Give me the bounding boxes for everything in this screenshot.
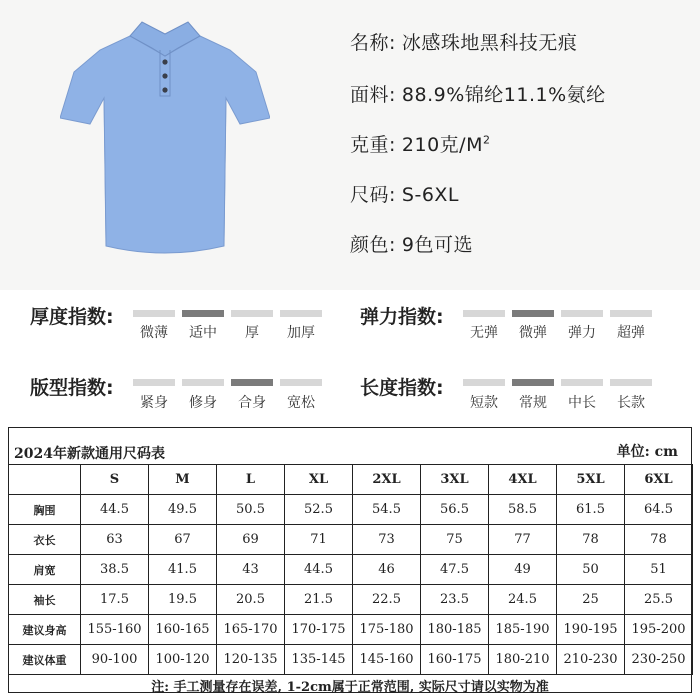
table-cell: 58.5 — [489, 495, 557, 525]
indicator-option-label: 短款 — [470, 395, 498, 411]
table-cell: 69 — [217, 525, 285, 555]
table-cell: 47.5 — [421, 555, 489, 585]
spec-row — [350, 80, 606, 107]
table-cell: 24.5 — [489, 585, 557, 615]
table-cell: 61.5 — [557, 495, 625, 525]
table-cell: 50.5 — [217, 495, 285, 525]
size-chart-title: 2024年新款通用尺码表 — [14, 446, 165, 462]
polo-shirt-image — [60, 14, 270, 260]
table-cell: 64.5 — [625, 495, 693, 525]
indicator-bar-thickness-selected — [182, 310, 224, 317]
indicator-title-elasticity: 弹力指数: — [360, 306, 444, 328]
table-cell: 43 — [217, 555, 285, 585]
row-label: 建议体重 — [9, 645, 81, 675]
table-cell: 120-135 — [217, 645, 285, 675]
table-cell: 44.5 — [285, 555, 353, 585]
table-row — [9, 525, 693, 555]
table-cell: 100-120 — [149, 645, 217, 675]
table-cell: 170-175 — [285, 615, 353, 645]
table-cell: 25 — [557, 585, 625, 615]
table-cell: 77 — [489, 525, 557, 555]
shirt-body — [60, 36, 270, 253]
size-column-header: XL — [285, 465, 353, 495]
row-label: 衣长 — [9, 525, 81, 555]
table-cell: 71 — [285, 525, 353, 555]
table-cell: 145-160 — [353, 645, 421, 675]
table-cell: 155-160 — [81, 615, 149, 645]
indicator-option-label: 厚 — [245, 325, 259, 341]
spec-value: 210克/M — [401, 134, 483, 156]
table-cell: 195-200 — [625, 615, 693, 645]
indicator-option-label: 修身 — [189, 395, 217, 411]
size-chart-unit: 单位: cm — [616, 444, 678, 460]
indicator-option-label: 适中 — [189, 325, 217, 341]
indicator-bar-elasticity — [610, 310, 652, 317]
table-cell: 20.5 — [217, 585, 285, 615]
table-cell: 25.5 — [625, 585, 693, 615]
table-cell: 135-145 — [285, 645, 353, 675]
indicator-option-label: 无弹 — [470, 325, 498, 341]
table-cell: 210-230 — [557, 645, 625, 675]
spec-label: 面料: — [350, 84, 396, 106]
table-cell: 165-170 — [217, 615, 285, 645]
row-label: 建议身高 — [9, 615, 81, 645]
table-cell: 17.5 — [81, 585, 149, 615]
table-cell: 175-180 — [353, 615, 421, 645]
table-cell: 21.5 — [285, 585, 353, 615]
size-header-row — [9, 465, 693, 495]
indicator-option-label: 常规 — [519, 395, 547, 411]
indicator-bar-fit — [133, 379, 175, 386]
table-cell: 190-195 — [557, 615, 625, 645]
spec-value: 冰感珠地黑科技无痕 — [401, 32, 578, 54]
table-cell: 52.5 — [285, 495, 353, 525]
table-cell: 22.5 — [353, 585, 421, 615]
size-column-header: 2XL — [353, 465, 421, 495]
shirt-button-3 — [162, 87, 167, 92]
size-column-header: 4XL — [489, 465, 557, 495]
shirt-button-1 — [162, 59, 167, 64]
table-cell: 185-190 — [489, 615, 557, 645]
size-table — [8, 464, 693, 675]
table-cell: 50 — [557, 555, 625, 585]
indicator-option-label: 超弹 — [617, 325, 645, 341]
spec-label: 名称: — [350, 32, 396, 54]
row-label: 肩宽 — [9, 555, 81, 585]
spec-label: 颜色: — [350, 234, 396, 256]
table-cell: 160-165 — [149, 615, 217, 645]
table-cell: 19.5 — [149, 585, 217, 615]
table-row — [9, 645, 693, 675]
size-column-header: 6XL — [625, 465, 693, 495]
table-cell: 54.5 — [353, 495, 421, 525]
table-cell: 180-185 — [421, 615, 489, 645]
indicator-bar-thickness — [133, 310, 175, 317]
table-row — [9, 555, 693, 585]
table-cell: 180-210 — [489, 645, 557, 675]
table-cell: 46 — [353, 555, 421, 585]
row-label: 袖长 — [9, 585, 81, 615]
indicator-title-thickness: 厚度指数: — [30, 306, 114, 328]
table-cell: 160-175 — [421, 645, 489, 675]
table-cell: 78 — [625, 525, 693, 555]
spec-value: S-6XL — [401, 184, 460, 206]
spec-superscript: 2 — [482, 133, 491, 147]
table-cell: 51 — [625, 555, 693, 585]
spec-row — [350, 180, 459, 207]
table-row — [9, 495, 693, 525]
spec-value: 9色可选 — [401, 234, 473, 256]
row-label: 胸围 — [9, 495, 81, 525]
size-column-header: L — [217, 465, 285, 495]
indicator-bar-thickness — [231, 310, 273, 317]
table-cell: 49 — [489, 555, 557, 585]
table-cell: 49.5 — [149, 495, 217, 525]
size-column-header: M — [149, 465, 217, 495]
indicator-title-fit: 版型指数: — [30, 377, 114, 399]
table-cell: 67 — [149, 525, 217, 555]
size-column-header: 5XL — [557, 465, 625, 495]
table-cell: 38.5 — [81, 555, 149, 585]
indicator-option-label: 合身 — [238, 395, 266, 411]
indicator-bar-thickness — [280, 310, 322, 317]
table-row — [9, 585, 693, 615]
indicator-title-length: 长度指数: — [360, 377, 444, 399]
table-cell: 56.5 — [421, 495, 489, 525]
spec-label: 克重: — [350, 134, 396, 156]
table-cell: 75 — [421, 525, 489, 555]
spec-row — [350, 28, 577, 55]
table-cell: 63 — [81, 525, 149, 555]
indicator-bar-fit — [182, 379, 224, 386]
size-corner-cell — [9, 465, 81, 495]
indicator-bar-fit — [280, 379, 322, 386]
indicator-option-label: 中长 — [568, 395, 596, 411]
shirt-button-2 — [162, 73, 167, 78]
spec-value: 88.9%锦纶11.1%氨纶 — [401, 84, 606, 106]
indicator-bar-length — [463, 379, 505, 386]
indicator-option-label: 微薄 — [140, 325, 168, 341]
table-cell: 41.5 — [149, 555, 217, 585]
indicator-option-label: 微弹 — [519, 325, 547, 341]
indicator-bar-elasticity-selected — [512, 310, 554, 317]
table-cell: 73 — [353, 525, 421, 555]
indicator-bar-length — [610, 379, 652, 386]
table-row — [9, 615, 693, 645]
spec-row — [350, 130, 490, 157]
indicator-option-label: 宽松 — [287, 395, 315, 411]
spec-row — [350, 230, 473, 257]
size-column-header: 3XL — [421, 465, 489, 495]
table-cell: 78 — [557, 525, 625, 555]
table-cell: 23.5 — [421, 585, 489, 615]
indicator-option-label: 加厚 — [287, 325, 315, 341]
indicator-bar-length-selected — [512, 379, 554, 386]
indicator-bar-elasticity — [561, 310, 603, 317]
indicator-option-label: 紧身 — [140, 395, 168, 411]
spec-label: 尺码: — [350, 184, 396, 206]
indicator-option-label: 长款 — [617, 395, 645, 411]
table-cell: 44.5 — [81, 495, 149, 525]
indicator-bar-fit-selected — [231, 379, 273, 386]
indicator-option-label: 弹力 — [568, 325, 596, 341]
size-column-header: S — [81, 465, 149, 495]
indicator-bar-length — [561, 379, 603, 386]
table-cell: 230-250 — [625, 645, 693, 675]
indicator-bar-elasticity — [463, 310, 505, 317]
table-cell: 90-100 — [81, 645, 149, 675]
size-chart-note: 注: 手工测量存在误差, 1-2cm属于正常范围, 实际尺寸请以实物为准 — [151, 680, 549, 695]
